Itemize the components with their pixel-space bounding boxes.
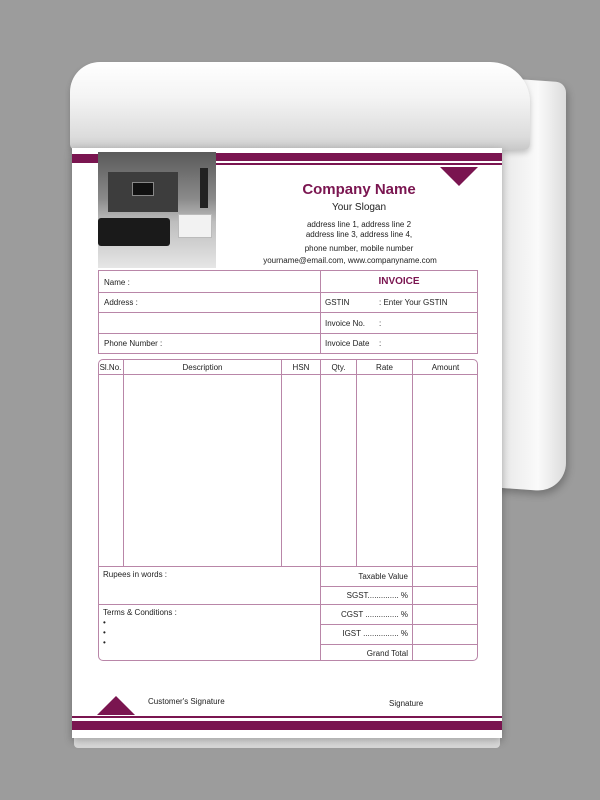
phone-label: Phone Number : xyxy=(104,339,163,348)
gstin-label: GSTIN xyxy=(325,298,350,307)
company-phone: phone number, mobile number xyxy=(304,244,414,253)
customer-signature-label: Customer's Signature xyxy=(148,697,225,706)
bottom-accent-thin-bar xyxy=(72,716,502,718)
igst-label: IGST ................ % xyxy=(342,629,408,638)
items-header-divider xyxy=(98,374,478,375)
address-line-a: address line 1, address line 2 xyxy=(306,220,412,229)
top-accent-bar-right xyxy=(216,153,502,161)
bottom-triangle-decoration xyxy=(97,696,135,715)
sgst-label: SGST.............. % xyxy=(346,591,408,600)
name-label: Name : xyxy=(104,278,130,287)
totals-top-divider xyxy=(98,566,478,567)
totals-divider-1 xyxy=(320,586,478,587)
terms-bullet: • xyxy=(103,628,106,637)
company-photo xyxy=(98,152,216,268)
address-label: Address : xyxy=(104,298,138,307)
totals-divider-2 xyxy=(98,604,478,605)
company-email-web: yourname@email.com, www.companyname.com xyxy=(263,256,437,265)
col-divider-2 xyxy=(281,359,282,566)
company-name: Company Name xyxy=(302,181,416,198)
grand-total-label: Grand Total xyxy=(366,649,408,658)
col-divider-1 xyxy=(123,359,124,566)
invoice-date-separator: : xyxy=(379,339,382,348)
column-description: Description xyxy=(182,363,223,372)
rupees-in-words-label: Rupees in words : xyxy=(103,570,168,579)
column-rate: Rate xyxy=(376,363,393,372)
totals-divider-4 xyxy=(320,644,478,645)
taxable-value-label: Taxable Value xyxy=(358,572,408,581)
column-qty: Qty. xyxy=(331,363,346,372)
signature-label: Signature xyxy=(389,699,424,708)
invoice-date-label: Invoice Date xyxy=(325,339,370,348)
column-sl-no: Sl.No. xyxy=(99,363,122,372)
invoice-no-label: Invoice No. xyxy=(325,319,366,328)
totals-divider-3 xyxy=(320,624,478,625)
address-line-b: address line 3, address line 4, xyxy=(305,230,413,239)
gstin-value: : Enter Your GSTIN xyxy=(379,298,448,307)
bottom-accent-bar xyxy=(72,721,502,730)
col-divider-5 xyxy=(412,359,413,661)
top-accent-thin-bar xyxy=(216,163,502,165)
info-divider-2 xyxy=(98,312,478,313)
company-slogan: Your Slogan xyxy=(331,202,387,213)
company-address xyxy=(216,220,502,240)
column-amount: Amount xyxy=(431,363,460,372)
info-divider-3 xyxy=(98,333,478,334)
terms-label: Terms & Conditions : xyxy=(103,608,177,617)
invoice-no-separator: : xyxy=(379,319,382,328)
terms-bullet: • xyxy=(103,638,106,647)
terms-bullet: • xyxy=(103,618,106,627)
column-hsn: HSN xyxy=(292,363,310,372)
col-divider-4 xyxy=(356,359,357,566)
top-accent-bar-left xyxy=(72,154,98,163)
info-divider-1 xyxy=(98,292,478,293)
invoice-title: INVOICE xyxy=(378,276,420,287)
cgst-label: CGST ............... % xyxy=(341,610,408,619)
notepad-rolled-page xyxy=(70,62,530,150)
